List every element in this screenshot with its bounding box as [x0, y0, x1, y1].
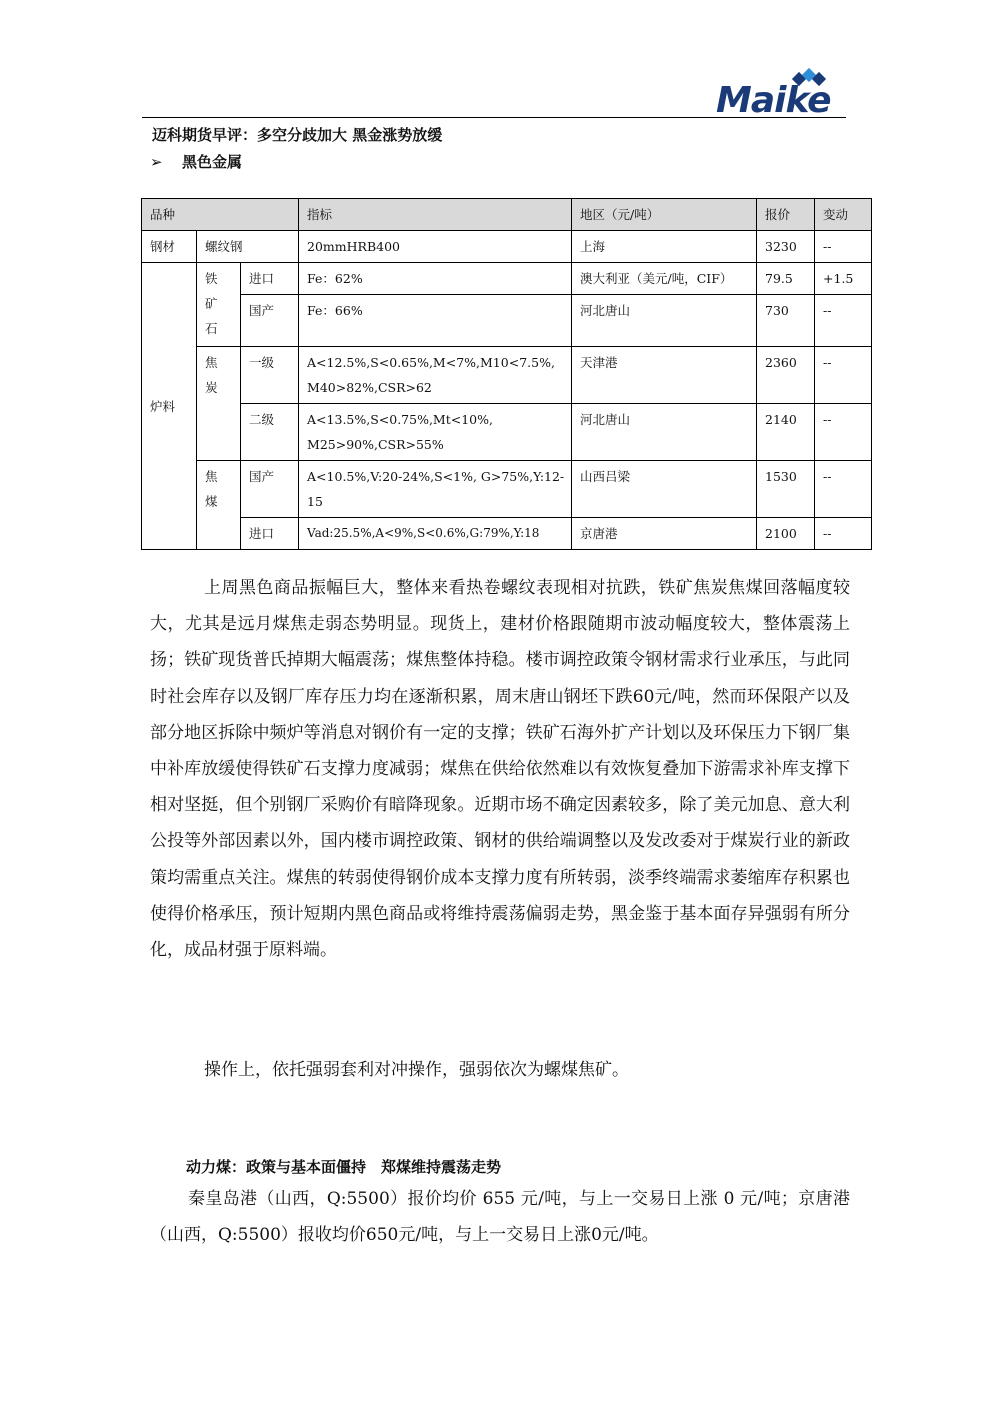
iron-ore-label — [197, 263, 241, 347]
thermal-coal-paragraph: 秦皇岛港（山西，Q:5500）报价均价 655 元/吨，与上一交易日上涨 0 元/吨；京唐港（山西，Q:5500）报收均价650元/吨，与上一交易日上涨0元/吨。 — [150, 1189, 850, 1246]
change-cell: +1.5 — [815, 263, 872, 295]
type-cell: 二级 — [241, 404, 299, 461]
coking-coal-label — [197, 461, 241, 550]
change-cell: -- — [815, 404, 872, 461]
indicator-cell: A<10.5%,V:20-24%,S<1%, G>75%,Y:12-15 — [299, 461, 572, 518]
table-row — [142, 263, 872, 295]
change-cell: -- — [815, 518, 872, 550]
label-char: 焦 — [205, 469, 218, 484]
change-cell: -- — [815, 347, 872, 404]
maike-logo — [712, 70, 848, 120]
region-cell: 澳大利亚（美元/吨，CIF） — [572, 263, 757, 295]
label-char: 矿 — [205, 296, 218, 311]
label-char: 焦 — [205, 355, 218, 370]
change-cell: -- — [815, 231, 872, 263]
type-cell: 进口 — [241, 518, 299, 550]
region-cell: 上海 — [572, 231, 757, 263]
region-cell: 河北唐山 — [572, 295, 757, 347]
coke-label — [197, 347, 241, 461]
label-char: 石 — [205, 321, 218, 336]
label-char: 煤 — [205, 494, 218, 509]
table-row — [142, 231, 872, 263]
bullet-arrow-icon: ➢ — [150, 153, 163, 171]
price-cell: 2360 — [757, 347, 815, 404]
table-row — [142, 404, 872, 461]
page-title: 迈科期货早评：多空分歧加大 黑金涨势放缓 — [152, 126, 443, 144]
change-cell: -- — [815, 295, 872, 347]
type-cell: 国产 — [241, 295, 299, 347]
thermal-coal-heading: 动力煤：政策与基本面僵持 郑煤维持震荡走势 — [186, 1158, 502, 1176]
price-cell: 730 — [757, 295, 815, 347]
section-heading — [150, 151, 242, 172]
label-char: 炭 — [205, 380, 218, 395]
price-cell: 3230 — [757, 231, 815, 263]
logo-text: Maike — [716, 80, 831, 121]
table-row — [142, 518, 872, 550]
region-cell: 京唐港 — [572, 518, 757, 550]
indicator-cell: Fe：66% — [299, 295, 572, 347]
table-row — [142, 295, 872, 347]
price-cell: 2100 — [757, 518, 815, 550]
region-cell: 山西吕梁 — [572, 461, 757, 518]
header-change: 变动 — [815, 199, 872, 231]
header-divider — [142, 117, 846, 118]
section-heading-text: 黑色金属 — [182, 153, 243, 171]
region-cell: 天津港 — [572, 347, 757, 404]
indicator-cell: Vad:25.5%,A<9%,S<0.6%,G:79%,Y:18 — [299, 518, 572, 550]
change-cell: -- — [815, 461, 872, 518]
indicator-cell: A<13.5%,S<0.75%,Mt<10%, M25>90%,CSR>55% — [299, 404, 572, 461]
type-cell: 进口 — [241, 263, 299, 295]
price-table — [141, 198, 872, 550]
indicator-cell: 20mmHRB400 — [299, 231, 572, 263]
product-rebar: 螺纹钢 — [197, 231, 299, 263]
header-region: 地区（元/吨） — [572, 199, 757, 231]
indicator-cell: Fe：62% — [299, 263, 572, 295]
type-cell: 一级 — [241, 347, 299, 404]
category-furnace: 炉料 — [142, 263, 197, 550]
category-steel: 钢材 — [142, 231, 197, 263]
table-row — [142, 347, 872, 404]
indicator-cell: A<12.5%,S<0.65%,M<7%,M10<7.5%,M40>82%,CSR>62 — [299, 347, 572, 404]
price-cell: 2140 — [757, 404, 815, 461]
label-char: 铁 — [205, 271, 218, 286]
header-indicator: 指标 — [299, 199, 572, 231]
price-cell: 1530 — [757, 461, 815, 518]
price-cell: 79.5 — [757, 263, 815, 295]
type-cell: 国产 — [241, 461, 299, 518]
operation-paragraph: 操作上，依托强弱套利对冲操作，强弱依次为螺煤焦矿。 — [204, 1060, 629, 1080]
table-header-row — [142, 199, 872, 231]
header-variety: 品种 — [142, 199, 299, 231]
analysis-paragraph: 上周黑色商品振幅巨大，整体来看热卷螺纹表现相对抗跌，铁矿焦炭焦煤回落幅度较大，尤其是远月煤焦走弱态势明显。现货上，建材价格跟随期市波动幅度较大，整体震荡上扬；铁矿现货普氏掉期大幅震荡；煤焦整体持稳。楼市调控政策令钢材需求行业承压，与此同时社会库存以及钢厂库存压力均在逐渐积累，周末唐山钢坯下跌60元/吨，然而环保限产以及部分地区拆除中频炉等消息对钢价有一定的支撑；铁矿石海外扩产计划以及环保压力下钢厂集中补库放缓使得铁矿石支撑力度减弱；煤焦在供给依然难以有效恢复叠加下游需求补库支撑下相对坚挺，但个别钢厂采购价有暗降现象。近期市场不确定因素较多，除了美元加息、意大利公投等外部因素以外，国内楼市调控政策、钢材的供给端调整以及发改委对于煤炭行业的新政策均需重点关注。煤焦的转弱使得钢价成本支撑力度有所转弱，淡季终端需求萎缩库存积累也使得价格承压，预计短期内黑色商品或将维持震荡偏弱走势，黑金鉴于基本面存异强弱有所分化，成品材强于原料端。 — [150, 578, 850, 961]
table-row — [142, 461, 872, 518]
region-cell: 河北唐山 — [572, 404, 757, 461]
header-price: 报价 — [757, 199, 815, 231]
